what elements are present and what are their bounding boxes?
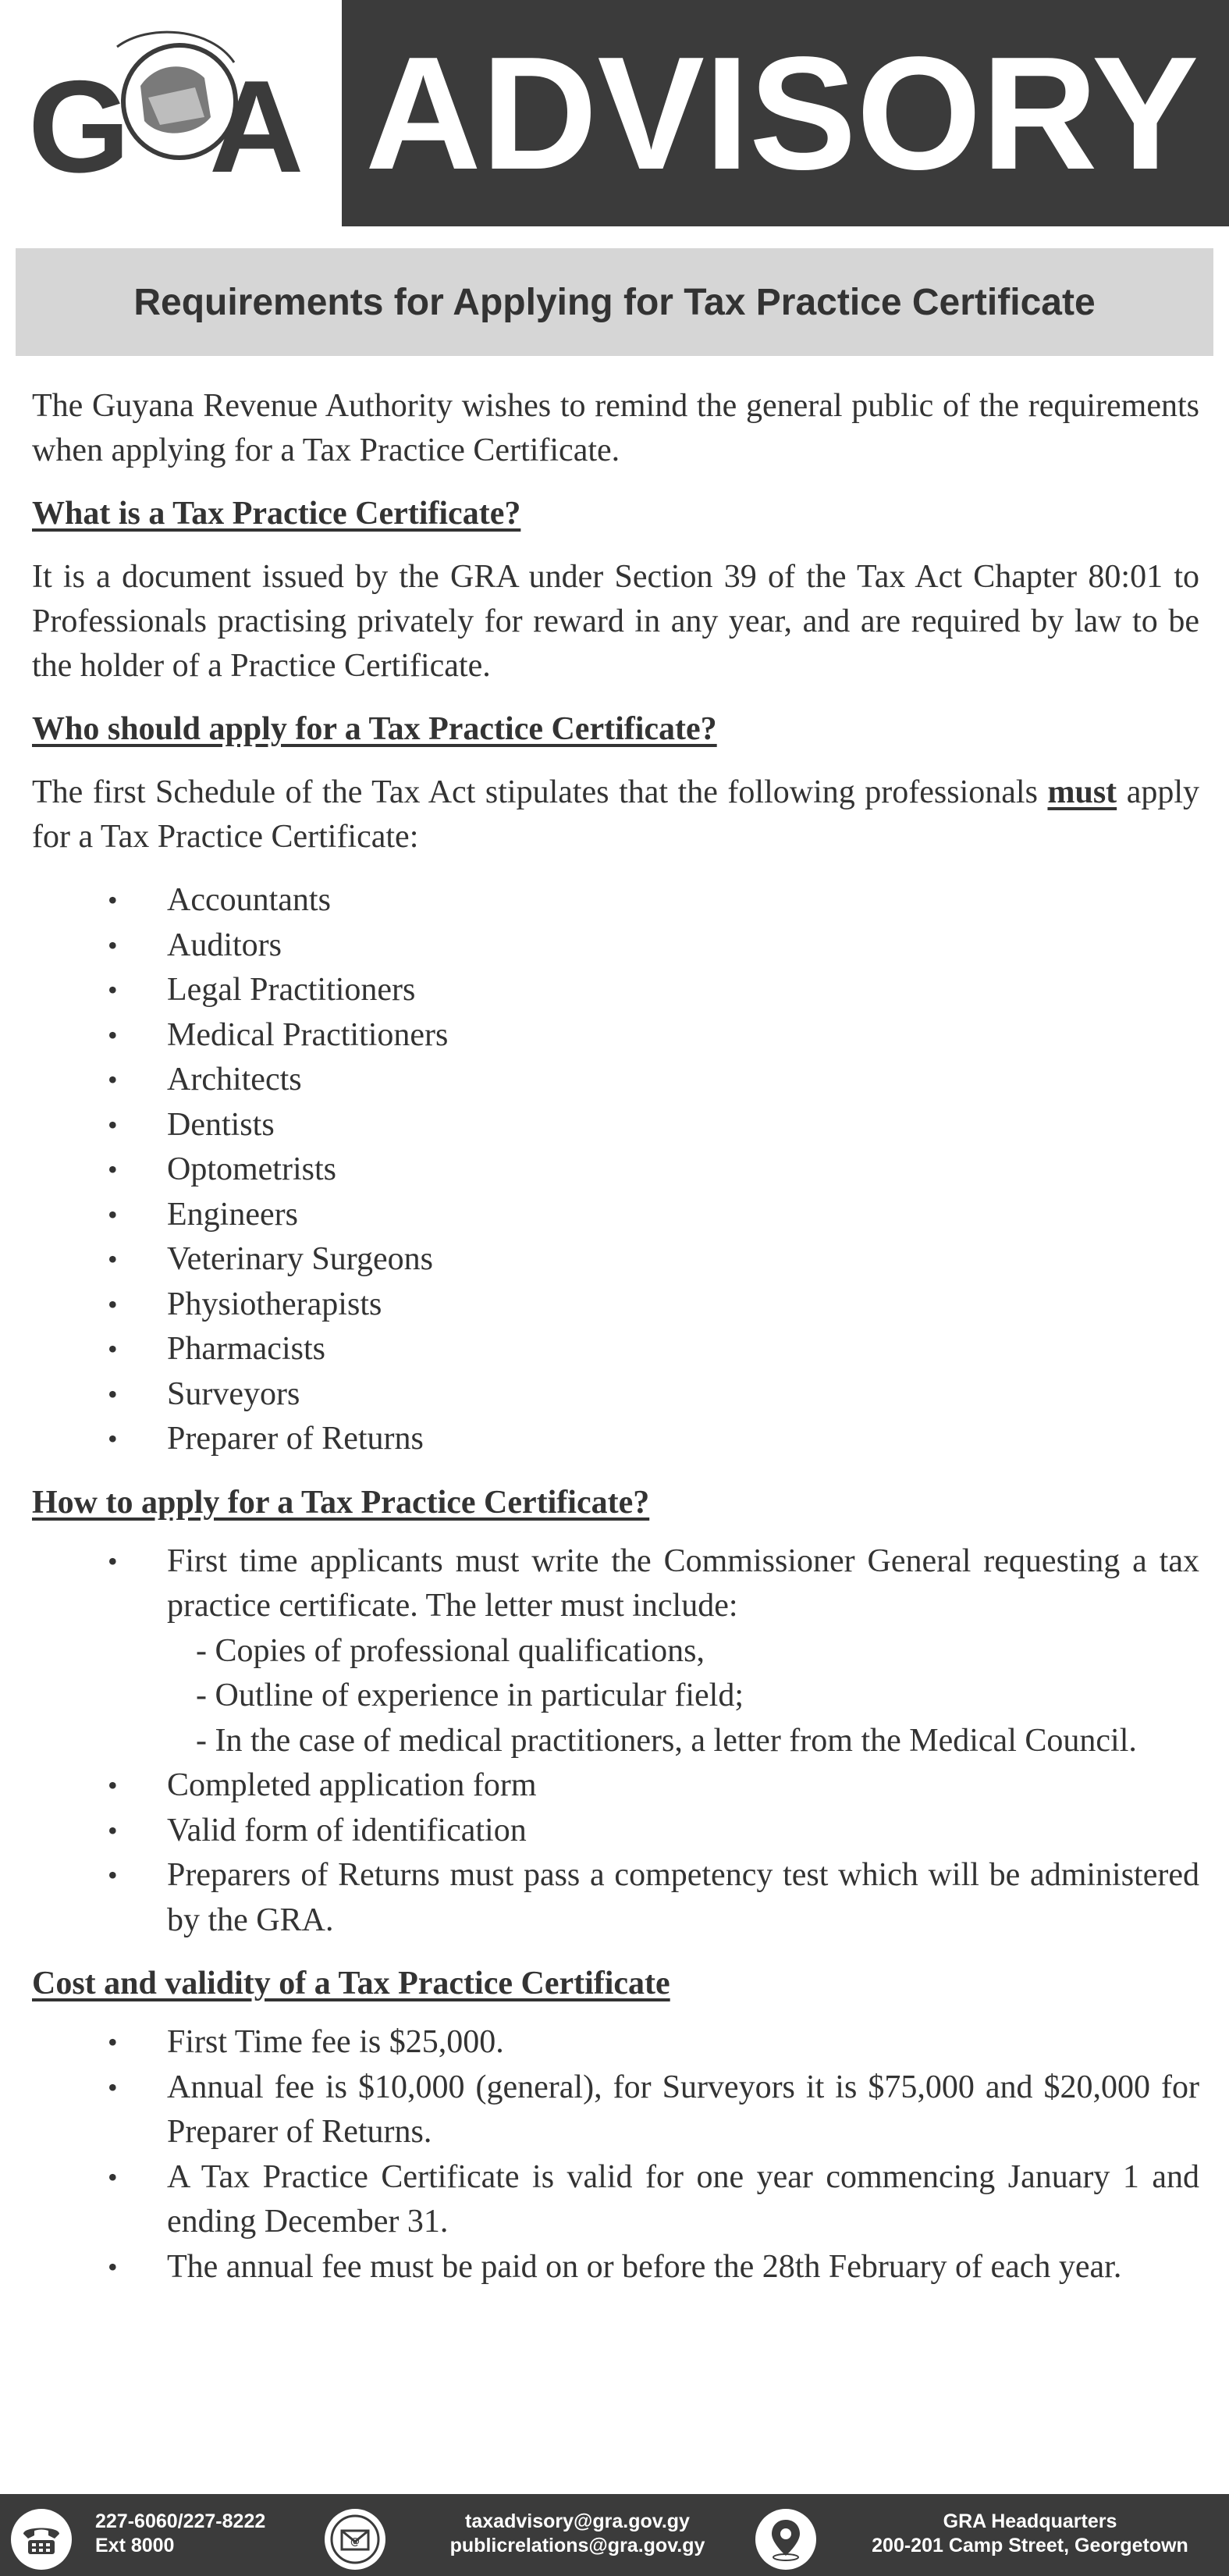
who-text-after: apply for a Tax Practice Certificate: bbox=[32, 774, 1200, 855]
street-address: 200-201 Camp Street, Georgetown bbox=[872, 2535, 1188, 2556]
letter-requirements bbox=[32, 1629, 1199, 1764]
intro-paragraph: The Guyana Revenue Authority wishes to remind the general public of the requirements when applying for a Tax Practice Certificate. bbox=[32, 388, 1199, 468]
gra-logo bbox=[0, 0, 342, 226]
headquarters-name: GRA Headquarters bbox=[943, 2510, 1117, 2532]
list-item bbox=[32, 1539, 1199, 1764]
section-heading-who: Who should apply for a Tax Practice Certificate? bbox=[32, 711, 717, 747]
profession-list bbox=[32, 878, 1199, 1462]
list-item: • The annual fee must be paid on or before the 28th February of each year. bbox=[32, 2245, 1199, 2290]
phone-extension: Ext 8000 bbox=[95, 2535, 175, 2556]
what-paragraph: It is a document issued by the GRA under Section 39 of the Tax Act Chapter 80:01 to Professionals practising privately for reward in any year, and are required by law to be the holder of a Practice Certificate. bbox=[32, 559, 1199, 684]
list-item: • Surveyors bbox=[32, 1372, 1199, 1418]
logo-letter-a: A bbox=[209, 53, 304, 200]
email-link-taxadvisory[interactable]: taxadvisory@gra.gov.gy bbox=[465, 2510, 690, 2532]
address-contact bbox=[843, 2510, 1217, 2558]
list-item: • Auditors bbox=[32, 923, 1199, 969]
cost-validity-list bbox=[32, 2020, 1199, 2290]
application-steps-list bbox=[32, 1539, 1199, 1944]
email-link-publicrelations[interactable]: publicrelations@gra.gov.gy bbox=[449, 2535, 705, 2556]
logo-letter-g: G bbox=[28, 53, 130, 200]
list-item: • Completed application form bbox=[32, 1763, 1199, 1809]
telephone-icon bbox=[11, 2509, 72, 2570]
section-heading-what: What is a Tax Practice Certificate? bbox=[32, 496, 521, 532]
phone-contact bbox=[95, 2510, 265, 2558]
contact-footer bbox=[0, 2494, 1229, 2576]
list-item: • Optometrists bbox=[32, 1147, 1199, 1193]
list-item: • Physiotherapists bbox=[32, 1283, 1199, 1328]
list-item: • Architects bbox=[32, 1058, 1199, 1103]
list-item: • Annual fee is $10,000 (general), for Surveyors it is $75,000 and $20,000 for Preparer of Returns. bbox=[32, 2065, 1199, 2155]
first-time-applicants-text: First time applicants must write the Commissioner General requesting a tax practice certificate. The letter must include: bbox=[167, 1542, 1199, 1624]
letter-requirement: - Copies of professional qualifications, bbox=[196, 1632, 705, 1669]
letter-requirement: - In the case of medical practitioners, a letter from the Medical Council. bbox=[196, 1722, 1137, 1759]
section-heading-how: How to apply for a Tax Practice Certificate? bbox=[32, 1484, 650, 1521]
advisory-title: ADVISORY bbox=[365, 23, 1199, 203]
email-contact bbox=[428, 2510, 727, 2558]
location-pin-icon bbox=[755, 2509, 816, 2570]
list-item: • Preparer of Returns bbox=[32, 1417, 1199, 1462]
advisory-body bbox=[32, 384, 1199, 2290]
svg-text:@: @ bbox=[350, 2536, 360, 2547]
email-icon bbox=[325, 2509, 385, 2570]
phone-number[interactable]: 227-6060/227-8222 bbox=[95, 2510, 266, 2532]
who-paragraph bbox=[32, 770, 1199, 859]
list-item: • Pharmacists bbox=[32, 1327, 1199, 1372]
advisory-header bbox=[0, 0, 1229, 226]
list-item: • Preparers of Returns must pass a competency test which will be administered by the GRA. bbox=[32, 1853, 1199, 1943]
section-heading-cost: Cost and validity of a Tax Practice Certificate bbox=[32, 1966, 670, 2001]
who-emphasis: must bbox=[1047, 774, 1117, 810]
list-item: • First Time fee is $25,000. bbox=[32, 2020, 1199, 2065]
subtitle-banner bbox=[16, 248, 1213, 356]
list-item: • A Tax Practice Certificate is valid for one year commencing January 1 and ending December 31. bbox=[32, 2155, 1199, 2245]
list-item: • Legal Practitioners bbox=[32, 968, 1199, 1013]
document-subtitle: Requirements for Applying for Tax Practice Certificate bbox=[133, 281, 1096, 323]
list-item: • Accountants bbox=[32, 878, 1199, 923]
list-item: • Veterinary Surgeons bbox=[32, 1237, 1199, 1283]
list-item: • Engineers bbox=[32, 1193, 1199, 1238]
letter-requirement: - Outline of experience in particular field; bbox=[196, 1678, 744, 1713]
list-item: • Medical Practitioners bbox=[32, 1013, 1199, 1059]
who-text-before: The first Schedule of the Tax Act stipulates that the following professionals bbox=[32, 774, 1038, 810]
list-item: • Dentists bbox=[32, 1103, 1199, 1148]
list-item: • Valid form of identification bbox=[32, 1809, 1199, 1854]
